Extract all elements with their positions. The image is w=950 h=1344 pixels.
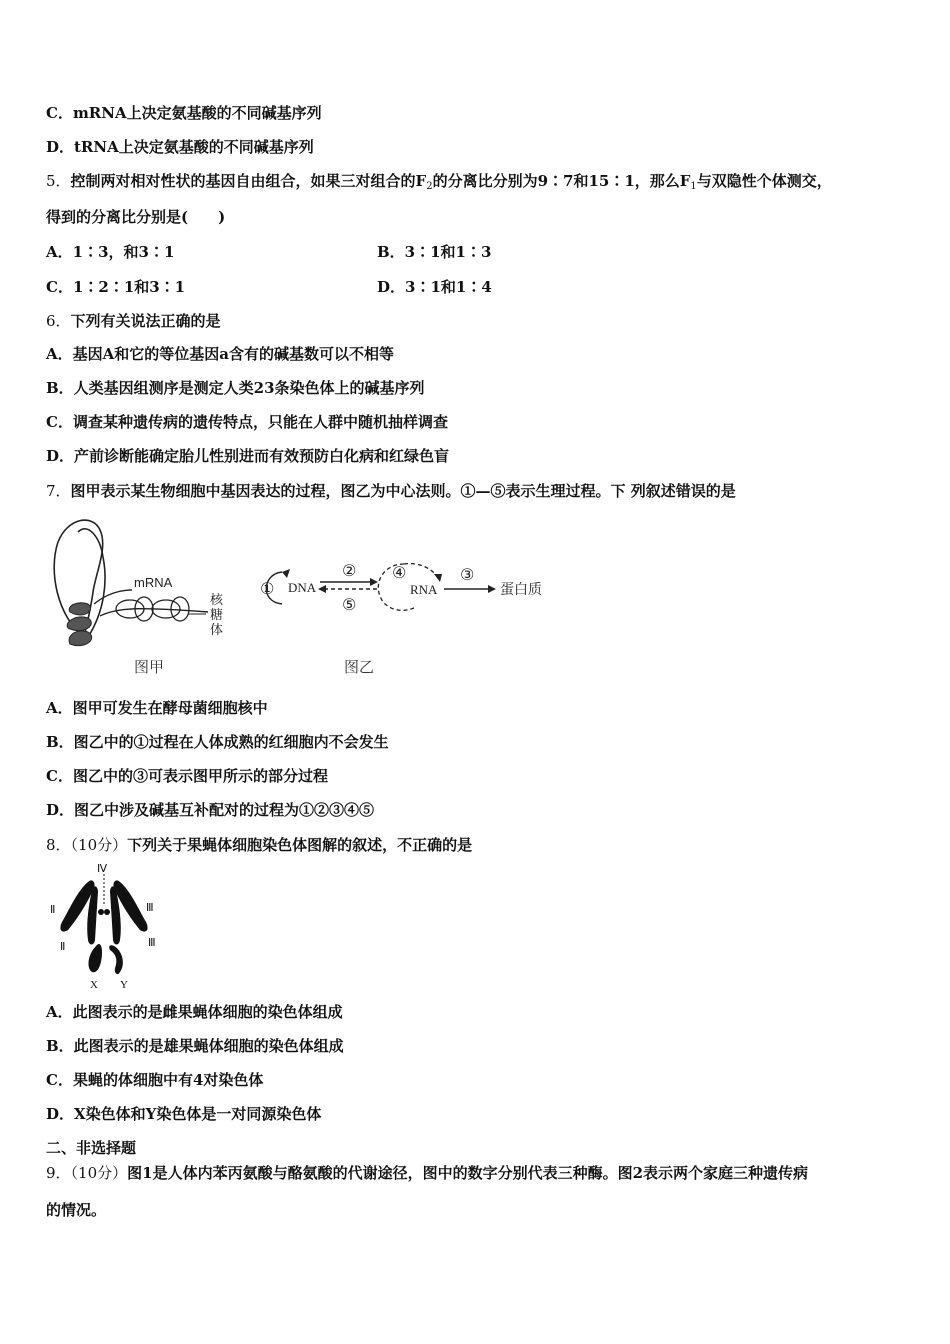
subscript: 1 <box>690 181 697 192</box>
option-a: A．图甲可发生在酵母菌细胞核中 <box>46 699 268 717</box>
option-d: D．X染色体和Y染色体是一对同源染色体 <box>46 1105 322 1123</box>
ribosome-label-3: 体 <box>210 623 224 638</box>
option-a: A．基因A和它的等位基因a含有的碱基数可以不相等 <box>46 345 394 363</box>
question-9-stem <box>46 1163 808 1183</box>
stem-text: 下列关于果蝇体细胞染色体图解的叙述，不正确的是 <box>127 836 473 854</box>
rna-label: RNA <box>410 582 438 597</box>
circle-2-label: ② <box>342 561 357 580</box>
label-iv: Ⅳ <box>97 863 108 875</box>
option-b: B．人类基因组测序是测定人类23条染色体上的碱基序列 <box>46 379 425 397</box>
option-a: A．1∶3，和3∶1 <box>46 243 175 261</box>
question-number: 5． <box>46 172 71 190</box>
option-c: C．1∶2∶1和3∶1 <box>46 278 186 296</box>
label-iii-bottom: Ⅲ <box>148 937 156 949</box>
question-number: 9． <box>46 1164 71 1182</box>
dna-label: DNA <box>288 580 317 595</box>
circle-1-label: ① <box>260 579 275 598</box>
stem-part: 的分离比分别为9∶7和15∶1，那么F <box>432 172 691 190</box>
question-7-stem <box>46 481 736 501</box>
option-a: A．此图表示的是雌果蝇体细胞的染色体组成 <box>46 1003 343 1021</box>
option-c: C．调查某种遗传病的遗传特点，只能在人群中随机抽样调查 <box>46 413 448 431</box>
figure-yi <box>254 552 564 682</box>
question-9-stem-line2: 的情况。 <box>46 1201 107 1219</box>
question-score: （10分） <box>70 1164 128 1182</box>
option-c: C．mRNA上决定氨基酸的不同碱基序列 <box>46 104 322 122</box>
option-d: D．图乙中涉及碱基互补配对的过程为①②③④⑤ <box>46 801 375 819</box>
figure-chromosomes <box>48 860 168 992</box>
stem-part: 与双隐性个体测交， <box>696 172 832 190</box>
option-d: D．产前诊断能确定胎儿性别进而有效预防白化病和红绿色盲 <box>46 447 450 465</box>
question-number: 8． <box>46 836 71 854</box>
label-y: Y <box>120 979 128 991</box>
stem-text: 图1是人体内苯丙氨酸与酪氨酸的代谢途径，图中的数字分别代表三种酶。图2表示两个家庭三种遗传病 <box>127 1164 809 1182</box>
question-8-stem <box>46 835 472 855</box>
question-score: （10分） <box>70 836 128 854</box>
option-b: B．图乙中的①过程在人体成熟的红细胞内不会发生 <box>46 733 389 751</box>
option-d: D．3∶1和1∶4 <box>377 278 492 296</box>
section-heading: 二、非选择题 <box>46 1139 137 1157</box>
ribosome-label-1: 核 <box>210 593 224 608</box>
circle-5-label: ⑤ <box>342 595 357 614</box>
stem-text: 下列有关说法正确的是 <box>70 312 221 330</box>
question-5-stem-line2: 得到的分离比分别是( ) <box>46 208 226 226</box>
mrna-label: mRNA <box>134 575 173 590</box>
label-ii-bottom: Ⅱ <box>60 941 66 953</box>
question-number: 6． <box>46 312 71 330</box>
subscript: 2 <box>426 181 433 192</box>
circle-3-label: ③ <box>460 565 475 584</box>
figure-yi-caption: 图乙 <box>344 658 375 676</box>
label-x: X <box>90 979 98 991</box>
option-c: C．果蝇的体细胞中有4对染色体 <box>46 1071 264 1089</box>
stem-part: 控制两对相对性状的基因自由组合，如果三对组合的F <box>70 172 427 190</box>
option-b: B．此图表示的是雄果蝇体细胞的染色体组成 <box>46 1037 344 1055</box>
label-ii-top: Ⅱ <box>50 904 56 916</box>
circle-4-label: ④ <box>392 563 407 582</box>
stem-text: 图甲表示某生物细胞中基因表达的过程，图乙为中心法则。①—⑤表示生理过程。下 列叙述错误的是 <box>70 482 736 500</box>
question-number: 7． <box>46 482 71 500</box>
option-c: C．图乙中的③可表示图甲所示的部分过程 <box>46 767 328 785</box>
option-b: B．3∶1和1∶3 <box>377 243 492 261</box>
label-iii-top: Ⅲ <box>146 902 154 914</box>
ribosome-label-2: 糖 <box>210 608 224 623</box>
question-5-stem <box>46 171 832 197</box>
figure-jia-caption: 图甲 <box>134 658 165 676</box>
figure-jia <box>48 512 238 682</box>
option-d: D．tRNA上决定氨基酸的不同碱基序列 <box>46 138 314 156</box>
protein-label: 蛋白质 <box>500 582 542 598</box>
question-6-stem <box>46 311 221 331</box>
